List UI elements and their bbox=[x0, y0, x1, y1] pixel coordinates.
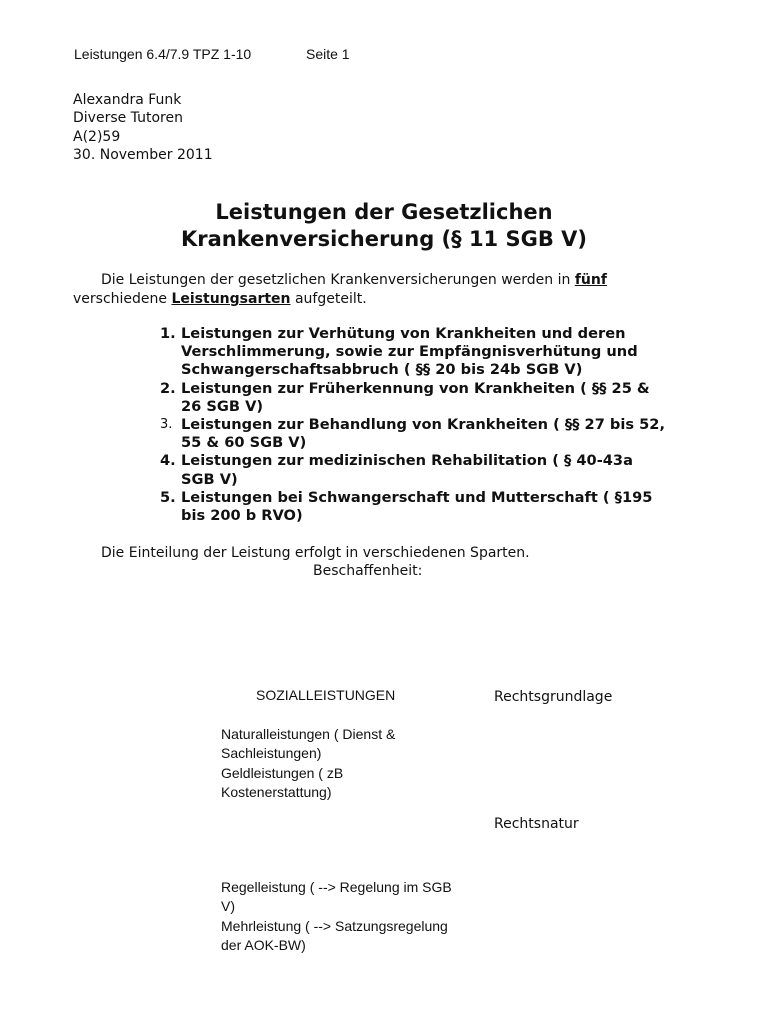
beschaffenheit-label: Beschaffenheit: bbox=[313, 563, 423, 579]
author-block bbox=[73, 91, 213, 164]
intro-line2-text: verschiedene bbox=[73, 291, 172, 307]
block-line: Regelleistung ( --> Regelung im SGB bbox=[221, 879, 452, 895]
list-item-number: 5. bbox=[160, 488, 176, 506]
title-line-2: Krankenversicherung (§ 11 SGB V) bbox=[180, 227, 588, 251]
list-item-line: 55 & 60 SGB V) bbox=[181, 434, 307, 452]
list-item-number: 3. bbox=[160, 417, 173, 433]
author-name: Alexandra Funk bbox=[73, 92, 182, 108]
list-item-line: Leistungen zur Früherkennung von Krankheiten ( §§ 25 & bbox=[181, 379, 650, 397]
list-item-line: 26 SGB V) bbox=[181, 397, 264, 415]
author-date: 30. November 2011 bbox=[73, 146, 213, 163]
intro-line2-tail: aufgeteilt. bbox=[290, 291, 367, 307]
rechtsnatur-label: Rechtsnatur bbox=[494, 816, 579, 832]
intro-line2-emphasis: Leistungsarten bbox=[171, 291, 291, 307]
block-line: Kostenerstattung) bbox=[221, 783, 332, 800]
block-line: Naturalleistungen ( Dienst & bbox=[221, 726, 396, 742]
list-item-line: Verschlimmerung, sowie zur Empfängnisverhütung und bbox=[181, 343, 638, 361]
header-page-number: Seite 1 bbox=[306, 46, 350, 62]
title-line-1: Leistungen der Gesetzlichen bbox=[215, 200, 553, 224]
block-line: V) bbox=[221, 898, 235, 915]
list-item-line: SGB V) bbox=[181, 470, 238, 488]
list-item-number: 4. bbox=[160, 452, 176, 470]
rechtsgrundlage-label: Rechtsgrundlage bbox=[494, 689, 613, 705]
list-item bbox=[160, 452, 720, 488]
page-header bbox=[74, 46, 350, 62]
sozialleistungen-heading: SOZIALLEISTUNGEN bbox=[256, 687, 396, 703]
document-title bbox=[0, 199, 768, 253]
list-item bbox=[160, 380, 720, 416]
author-room: A(2)59 bbox=[73, 128, 121, 145]
intro-paragraph bbox=[73, 271, 607, 309]
intro-line1-emphasis: fünf bbox=[574, 272, 607, 288]
list-item-line: Leistungen bei Schwangerschaft und Mutterschaft ( §195 bbox=[181, 488, 653, 506]
intro-line1-text: Die Leistungen der gesetzlichen Krankenversicherungen werden in bbox=[101, 272, 575, 288]
list-item-line: bis 200 b RVO) bbox=[181, 507, 303, 525]
block-line: Sachleistungen) bbox=[221, 745, 322, 762]
leistungsform-block bbox=[221, 725, 395, 802]
list-item bbox=[160, 489, 720, 525]
list-item-line: Leistungen zur medizinischen Rehabilitation ( § 40-43a bbox=[181, 452, 633, 470]
einteilung-text: Die Einteilung der Leistung erfolgt in verschiedenen Sparten. bbox=[101, 545, 530, 561]
list-item-number: 1. bbox=[160, 325, 176, 342]
list-item-number: 2. bbox=[160, 379, 176, 397]
leistungsumfang-block bbox=[221, 878, 452, 955]
author-group: Diverse Tutoren bbox=[73, 110, 183, 127]
block-line: Mehrleistung ( --> Satzungsregelung bbox=[221, 917, 448, 934]
list-item-line: Schwangerschaftsabbruch ( §§ 20 bis 24b SGB V) bbox=[181, 361, 583, 379]
list-item bbox=[160, 325, 720, 380]
list-item-line: Leistungen zur Verhütung von Krankheiten und deren bbox=[181, 325, 626, 342]
header-course: Leistungen 6.4/7.9 TPZ 1-10 bbox=[74, 46, 252, 62]
block-line: der AOK-BW) bbox=[221, 936, 306, 953]
list-item-line: Leistungen zur Behandlung von Krankheiten ( §§ 27 bis 52, bbox=[181, 416, 665, 434]
block-line: Geldleistungen ( zB bbox=[221, 764, 344, 781]
benefit-types-list bbox=[160, 325, 720, 525]
list-item bbox=[160, 416, 720, 452]
